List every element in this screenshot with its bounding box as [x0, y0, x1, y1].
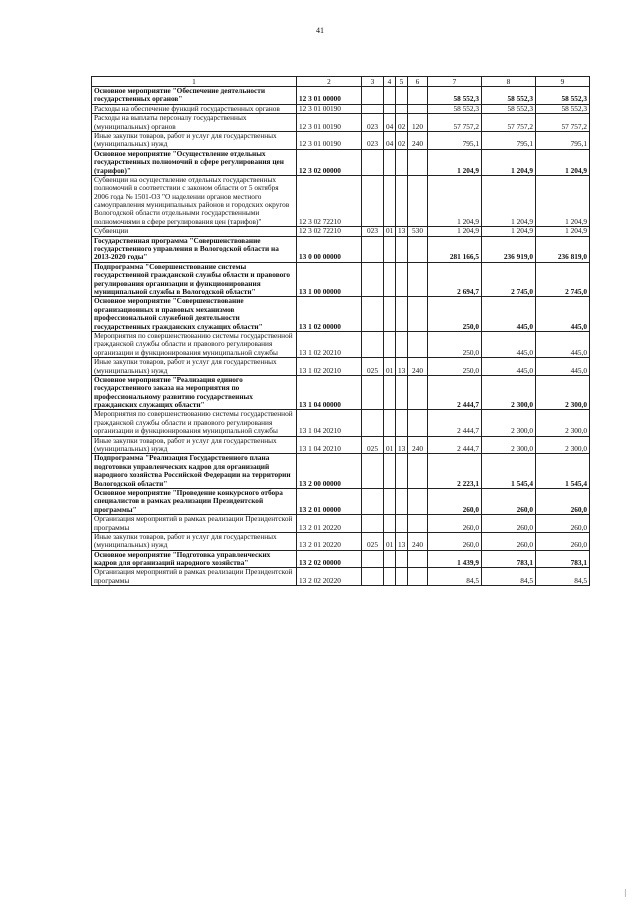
cell-c4 — [384, 104, 396, 113]
cell-v8: 795,1 — [482, 131, 536, 149]
cell-c6 — [408, 104, 428, 113]
cell-name: Основное мероприятие "Осуществление отдельных государственных полномочий в сфере регулирования цен (тарифов)" — [92, 149, 297, 175]
table-row — [92, 236, 590, 262]
cell-c5: 02 — [396, 131, 408, 149]
cell-v7: 260,0 — [428, 488, 482, 514]
cell-name: Расходы на выплаты персоналу государственных (муниципальных) органов — [92, 114, 297, 132]
cell-c4 — [384, 297, 396, 332]
cell-name: Основное мероприятие "Проведение конкурсного отбора специалистов в рамках реализации Президентской программы" — [92, 488, 297, 514]
cell-c6 — [408, 568, 428, 586]
table-row — [92, 550, 590, 568]
cell-c5 — [396, 175, 408, 226]
cell-c6 — [408, 297, 428, 332]
cell-name: Мероприятия по совершенствованию системы государственной гражданской службы области и правового регулирования организации и функционирования муниципальной службы — [92, 331, 297, 357]
table-row — [92, 297, 590, 332]
cell-c3 — [362, 87, 384, 105]
cell-code: 13 2 00 00000 — [297, 454, 362, 489]
cell-c3: 025 — [362, 436, 384, 454]
header-cell: 9 — [536, 77, 590, 87]
cell-v8: 783,1 — [482, 550, 536, 568]
cell-c3 — [362, 331, 384, 357]
cell-c4 — [384, 515, 396, 533]
cell-c6 — [408, 331, 428, 357]
cell-code: 13 1 04 20210 — [297, 410, 362, 436]
cell-v8: 57 757,2 — [482, 114, 536, 132]
cell-v9: 260,0 — [536, 515, 590, 533]
cell-c3 — [362, 236, 384, 262]
cell-v7: 250,0 — [428, 331, 482, 357]
cell-name: Подпрограмма "Реализация Государственного плана подготовки управленческих кадров для организаций народного хозяйства Российской Федерации на территории Вологодской области" — [92, 454, 297, 489]
cell-v8: 1 204,9 — [482, 227, 536, 236]
cell-c4 — [384, 375, 396, 410]
cell-v8: 1 204,9 — [482, 175, 536, 226]
cell-c3 — [362, 262, 384, 297]
table-row — [92, 149, 590, 175]
table-row — [92, 227, 590, 236]
cell-code: 13 0 00 00000 — [297, 236, 362, 262]
cell-v7: 1 204,9 — [428, 175, 482, 226]
cell-c4 — [384, 454, 396, 489]
cell-c5: 13 — [396, 358, 408, 376]
cell-v7: 1 439,9 — [428, 550, 482, 568]
cell-v7: 57 757,2 — [428, 114, 482, 132]
cell-v9: 445,0 — [536, 297, 590, 332]
cell-c5 — [396, 262, 408, 297]
cell-name: Подпрограмма "Совершенствование системы государственной гражданской службы области и правового регулирования организации и функционирования муниципальной службы в Вологодской области" — [92, 262, 297, 297]
cell-v7: 260,0 — [428, 532, 482, 550]
cell-c5: 13 — [396, 227, 408, 236]
cell-c6: 120 — [408, 114, 428, 132]
cell-c3 — [362, 375, 384, 410]
cell-name: Организация мероприятий в рамках реализации Президентской программы — [92, 568, 297, 586]
cell-c5: 13 — [396, 532, 408, 550]
cell-v8: 260,0 — [482, 488, 536, 514]
cell-c3: 023 — [362, 227, 384, 236]
cell-v9: 84,5 — [536, 568, 590, 586]
cell-v7: 2 444,7 — [428, 436, 482, 454]
cell-code: 13 2 01 20220 — [297, 515, 362, 533]
cell-v9: 236 819,0 — [536, 236, 590, 262]
cell-name: Государственная программа "Совершенствование государственного управления в Вологодской области на 2013-2020 годы" — [92, 236, 297, 262]
table-row — [92, 262, 590, 297]
cell-v8: 2 745,0 — [482, 262, 536, 297]
cell-name: Иные закупки товаров, работ и услуг для государственных (муниципальных) нужд — [92, 532, 297, 550]
cell-c3: 023 — [362, 131, 384, 149]
cell-c3 — [362, 488, 384, 514]
table-row — [92, 532, 590, 550]
cell-c4 — [384, 331, 396, 357]
cell-c4: 01 — [384, 532, 396, 550]
cell-v9: 2 745,0 — [536, 262, 590, 297]
cell-c6: 240 — [408, 131, 428, 149]
cell-v7: 2 444,7 — [428, 375, 482, 410]
table-row — [92, 114, 590, 132]
cell-c6 — [408, 454, 428, 489]
cell-c3: 025 — [362, 358, 384, 376]
cell-name: Мероприятия по совершенствованию системы государственной гражданской службы области и правового регулирования организации и функционирования муниципальной службы — [92, 410, 297, 436]
cell-c4 — [384, 236, 396, 262]
cell-v7: 281 166,5 — [428, 236, 482, 262]
cell-c4 — [384, 550, 396, 568]
cell-v8: 445,0 — [482, 358, 536, 376]
cell-v9: 445,0 — [536, 331, 590, 357]
cell-c6: 530 — [408, 227, 428, 236]
cell-c3 — [362, 104, 384, 113]
cell-code: 13 2 01 20220 — [297, 532, 362, 550]
cell-c4 — [384, 87, 396, 105]
cell-v8: 2 300,0 — [482, 410, 536, 436]
cell-c4 — [384, 149, 396, 175]
cell-c3: 023 — [362, 114, 384, 132]
cell-c4 — [384, 410, 396, 436]
cell-v7: 1 204,9 — [428, 149, 482, 175]
cell-name: Субвенции — [92, 227, 297, 236]
cell-c6 — [408, 550, 428, 568]
cell-v8: 260,0 — [482, 515, 536, 533]
cell-c4: 04 — [384, 114, 396, 132]
cell-c6 — [408, 236, 428, 262]
table-row — [92, 87, 590, 105]
cell-v7: 250,0 — [428, 358, 482, 376]
table-row — [92, 358, 590, 376]
cell-v8: 58 552,3 — [482, 104, 536, 113]
cell-code: 12 3 02 72210 — [297, 227, 362, 236]
cell-c4: 01 — [384, 436, 396, 454]
cell-v7: 84,5 — [428, 568, 482, 586]
table-row — [92, 410, 590, 436]
table-row — [92, 436, 590, 454]
cell-c3 — [362, 454, 384, 489]
cell-code: 12 3 02 72210 — [297, 175, 362, 226]
cell-code: 13 1 04 20210 — [297, 436, 362, 454]
cell-c6 — [408, 87, 428, 105]
cell-c4: 01 — [384, 227, 396, 236]
cell-c5 — [396, 236, 408, 262]
cell-v7: 1 204,9 — [428, 227, 482, 236]
cell-c5 — [396, 149, 408, 175]
cell-v8: 445,0 — [482, 331, 536, 357]
cell-c5 — [396, 104, 408, 113]
cell-code: 13 1 02 00000 — [297, 297, 362, 332]
cell-c3 — [362, 149, 384, 175]
cell-code: 13 2 02 00000 — [297, 550, 362, 568]
header-cell: 1 — [92, 77, 297, 87]
cell-c6 — [408, 175, 428, 226]
cell-code: 12 3 01 00000 — [297, 87, 362, 105]
cell-v9: 260,0 — [536, 488, 590, 514]
header-cell: 3 — [362, 77, 384, 87]
cell-c5 — [396, 375, 408, 410]
header-cell: 4 — [384, 77, 396, 87]
cell-code: 12 3 01 00190 — [297, 104, 362, 113]
cell-code: 13 1 02 20210 — [297, 331, 362, 357]
cell-v7: 795,1 — [428, 131, 482, 149]
cell-v7: 260,0 — [428, 515, 482, 533]
cell-name: Иные закупки товаров, работ и услуг для государственных (муниципальных) нужд — [92, 436, 297, 454]
cell-c5 — [396, 297, 408, 332]
cell-v9: 2 300,0 — [536, 436, 590, 454]
header-cell: 5 — [396, 77, 408, 87]
table-row — [92, 104, 590, 113]
cell-c4: 01 — [384, 358, 396, 376]
cell-name: Иные закупки товаров, работ и услуг для государственных (муниципальных) нужд — [92, 358, 297, 376]
cell-c6 — [408, 149, 428, 175]
cell-v9: 1 204,9 — [536, 175, 590, 226]
cell-c3 — [362, 568, 384, 586]
cell-v9: 58 552,3 — [536, 104, 590, 113]
cell-v7: 2 444,7 — [428, 410, 482, 436]
cell-c3 — [362, 550, 384, 568]
table-row — [92, 375, 590, 410]
cell-code: 13 1 04 00000 — [297, 375, 362, 410]
cell-v7: 58 552,3 — [428, 87, 482, 105]
cell-c4 — [384, 175, 396, 226]
cell-c6 — [408, 515, 428, 533]
cell-v9: 1 204,9 — [536, 149, 590, 175]
cell-v8: 1 545,4 — [482, 454, 536, 489]
header-cell: 7 — [428, 77, 482, 87]
table-row — [92, 568, 590, 586]
cell-code: 12 3 02 00000 — [297, 149, 362, 175]
header-cell: 2 — [297, 77, 362, 87]
cell-v8: 2 300,0 — [482, 436, 536, 454]
cell-c3 — [362, 175, 384, 226]
cell-c5 — [396, 454, 408, 489]
table-header-row — [92, 77, 590, 87]
cell-v8: 236 919,0 — [482, 236, 536, 262]
cell-name: Основное мероприятие "Реализация единого государственного заказа на мероприятия по профессиональному развитию государственных гражданских служащих области" — [92, 375, 297, 410]
cell-v8: 260,0 — [482, 532, 536, 550]
cell-v8: 58 552,3 — [482, 87, 536, 105]
cell-c4 — [384, 488, 396, 514]
cell-v9: 445,0 — [536, 358, 590, 376]
cell-c3 — [362, 515, 384, 533]
scan-edge-mark: | — [624, 888, 626, 897]
budget-table — [91, 76, 590, 586]
cell-c5 — [396, 331, 408, 357]
cell-code: 12 3 01 00190 — [297, 131, 362, 149]
table-row — [92, 454, 590, 489]
cell-v9: 2 300,0 — [536, 410, 590, 436]
cell-v9: 795,1 — [536, 131, 590, 149]
cell-code: 13 2 02 20220 — [297, 568, 362, 586]
cell-v7: 250,0 — [428, 297, 482, 332]
cell-c3 — [362, 297, 384, 332]
cell-name: Организация мероприятий в рамках реализации Президентской программы — [92, 515, 297, 533]
cell-c4: 04 — [384, 131, 396, 149]
cell-name: Основное мероприятие "Обеспечение деятельности государственных органов" — [92, 87, 297, 105]
cell-v7: 2 223,1 — [428, 454, 482, 489]
cell-c5: 13 — [396, 436, 408, 454]
table-row — [92, 515, 590, 533]
cell-v9: 783,1 — [536, 550, 590, 568]
cell-name: Субвенции на осуществление отдельных государственных полномочий в соответствии с законом области от 5 октября 2006 года № 1501-ОЗ "О наделении органов местного самоуправления муниципальных районов и городских округов Вологодской области отдельными государственными полномочиями в сфере регулирования цен (тарифов)" — [92, 175, 297, 226]
cell-v7: 58 552,3 — [428, 104, 482, 113]
cell-c5 — [396, 515, 408, 533]
header-cell: 6 — [408, 77, 428, 87]
cell-v8: 2 300,0 — [482, 375, 536, 410]
cell-code: 12 3 01 00190 — [297, 114, 362, 132]
cell-v7: 2 694,7 — [428, 262, 482, 297]
cell-v9: 2 300,0 — [536, 375, 590, 410]
cell-c3 — [362, 410, 384, 436]
cell-c5 — [396, 488, 408, 514]
cell-c6: 240 — [408, 358, 428, 376]
cell-v9: 57 757,2 — [536, 114, 590, 132]
cell-c6: 240 — [408, 532, 428, 550]
cell-v9: 260,0 — [536, 532, 590, 550]
cell-name: Расходы на обеспечение функций государственных органов — [92, 104, 297, 113]
cell-name: Основное мероприятие "Совершенствование организационных и правовых механизмов профессиональной служебной деятельности государственных гражданских служащих области" — [92, 297, 297, 332]
cell-c5 — [396, 87, 408, 105]
table-row — [92, 131, 590, 149]
cell-c5 — [396, 550, 408, 568]
table-body — [92, 87, 590, 586]
cell-v8: 445,0 — [482, 297, 536, 332]
cell-v9: 58 552,3 — [536, 87, 590, 105]
cell-code: 13 2 01 00000 — [297, 488, 362, 514]
table-row — [92, 488, 590, 514]
cell-c6 — [408, 410, 428, 436]
cell-c5 — [396, 568, 408, 586]
page-number: 41 — [316, 26, 324, 35]
cell-c5 — [396, 410, 408, 436]
cell-c6: 240 — [408, 436, 428, 454]
cell-v8: 84,5 — [482, 568, 536, 586]
cell-c6 — [408, 262, 428, 297]
cell-c6 — [408, 488, 428, 514]
cell-c4 — [384, 262, 396, 297]
cell-v9: 1 545,4 — [536, 454, 590, 489]
cell-c4 — [384, 568, 396, 586]
table-row — [92, 331, 590, 357]
cell-name: Иные закупки товаров, работ и услуг для государственных (муниципальных) нужд — [92, 131, 297, 149]
cell-code: 13 1 00 00000 — [297, 262, 362, 297]
cell-code: 13 1 02 20210 — [297, 358, 362, 376]
cell-v8: 1 204,9 — [482, 149, 536, 175]
cell-c5: 02 — [396, 114, 408, 132]
table-row — [92, 175, 590, 226]
cell-c3: 025 — [362, 532, 384, 550]
cell-c6 — [408, 375, 428, 410]
cell-name: Основное мероприятие "Подготовка управленческих кадров для организаций народного хозяйства" — [92, 550, 297, 568]
cell-v9: 1 204,9 — [536, 227, 590, 236]
header-cell: 8 — [482, 77, 536, 87]
